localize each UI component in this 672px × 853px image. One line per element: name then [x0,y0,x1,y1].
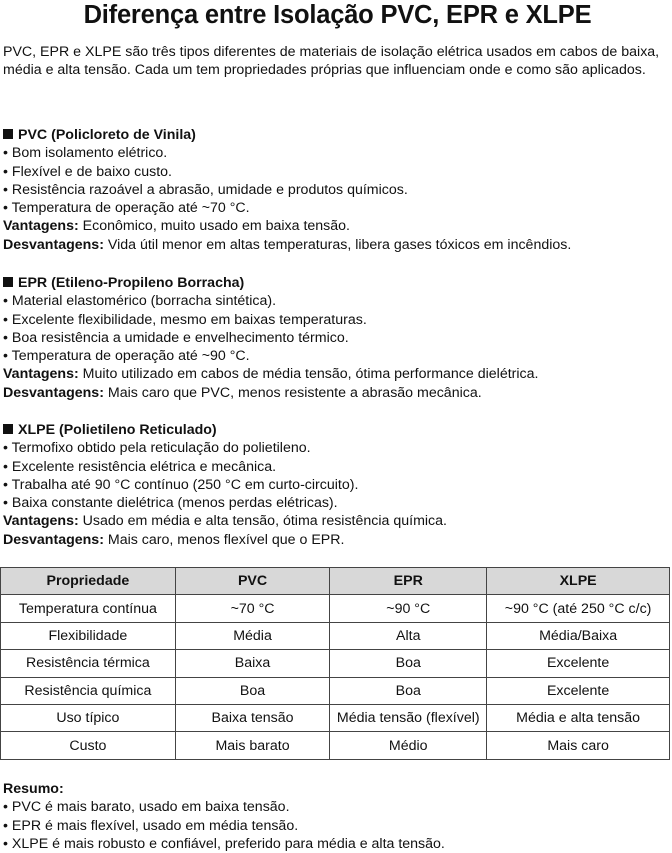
advantages-text: Muito utilizado em cabos de média tensão, ótima performance dielétrica. [78,366,539,383]
advantages-label: Vantagens: [3,366,79,383]
table-cell: Boa [175,677,330,704]
table-cell: ~90 °C (até 250 °C c/c) [487,595,670,622]
summary-item: • EPR é mais flexível, usado em média tensão. [3,817,299,834]
table-cell: Média tensão (flexível) [330,704,487,731]
advantages-line [3,365,667,383]
summary-label: Resumo: [3,781,64,797]
bullet-item: • Excelente resistência elétrica e mecânica. [3,458,277,475]
table-cell: Mais caro [487,732,670,759]
disadvantages-text: Mais caro, menos flexível que o EPR. [103,531,345,548]
summary-item: • XLPE é mais robusto e confiável, preferido para média e alta tensão. [3,835,445,852]
table-header-row [1,568,670,595]
table-cell: Médio [330,732,487,759]
table-cell: Baixa tensão [175,704,330,731]
section-title [3,274,667,292]
disadvantages-label: Desvantagens: [3,236,104,253]
table-cell: Boa [330,650,487,677]
table-row [1,650,670,677]
section-title-text: XLPE (Polietileno Reticulado) [18,422,217,438]
disadvantages-label: Desvantagens: [3,531,104,548]
bullet-item: • Baixa constante dielétrica (menos perdas elétricas). [3,495,338,512]
disadvantages-line [3,236,667,254]
advantages-text: Usado em média e alta tensão, ótima resistência química. [78,513,447,530]
table-header-cell: PVC [175,568,330,595]
advantages-label: Vantagens: [3,513,79,530]
black-square-bullet-icon [3,277,13,287]
table-cell: Média e alta tensão [487,704,670,731]
advantages-line [3,217,667,235]
table-cell: Resistência química [1,677,176,704]
table-cell: Resistência térmica [1,650,176,677]
table-row [1,595,670,622]
disadvantages-line [3,531,667,549]
table-cell: Custo [1,732,176,759]
section-title-text: PVC (Policloreto de Vinila) [18,127,196,143]
bullet-item: • Resistência razoável a abrasão, umidade e produtos químicos. [3,181,408,198]
table-cell: Média [175,622,330,649]
black-square-bullet-icon [3,424,13,434]
advantages-line [3,512,667,530]
advantages-text: Econômico, muito usado em baixa tensão. [78,218,350,235]
section-pvc [3,126,667,254]
table-cell: Alta [330,622,487,649]
table-cell: Mais barato [175,732,330,759]
section-title-text: EPR (Etileno-Propileno Borracha) [18,275,245,291]
table-cell: Temperatura contínua [1,595,176,622]
bullet-item: • Temperatura de operação até ~70 °C. [3,200,250,217]
table-header-cell: XLPE [487,568,670,595]
bullet-item: • Termofixo obtido pela reticulação do polietileno. [3,440,311,457]
table-cell: Uso típico [1,704,176,731]
table-row [1,622,670,649]
summary-item: • PVC é mais barato, usado em baixa tensão. [3,799,290,816]
table-cell: Média/Baixa [487,622,670,649]
disadvantages-line [3,384,667,402]
bullet-item: • Bom isolamento elétrico. [3,145,168,162]
table-header-cell: EPR [330,568,487,595]
table-cell: Baixa [175,650,330,677]
disadvantages-text: Vida útil menor em altas temperaturas, libera gases tóxicos em incêndios. [103,236,572,253]
table-cell: ~90 °C [330,595,487,622]
table-row [1,732,670,759]
bullet-item: • Excelente flexibilidade, mesmo em baixas temperaturas. [3,311,367,328]
bullet-item: • Temperatura de operação até ~90 °C. [3,348,250,365]
intro-text: PVC, EPR e XLPE são três tipos diferentes de materiais de isolação elétrica usados em cabos de baixa, média e alta tensão. Cada um tem propriedades próprias que influenciam onde e como são aplicados. [3,44,660,79]
bullet-item: • Boa resistência a umidade e envelhecimento térmico. [3,329,349,346]
table-row [1,677,670,704]
table-row [1,704,670,731]
intro-paragraph [3,43,667,80]
comparison-table [0,567,670,760]
table-cell: Flexibilidade [1,622,176,649]
page-title: Diferença entre Isolação PVC, EPR e XLPE [83,1,592,29]
disadvantages-label: Desvantagens: [3,384,104,401]
disadvantages-text: Mais caro que PVC, menos resistente a abrasão mecânica. [103,384,482,401]
section-xlpe [3,421,667,549]
bullet-item: • Flexível e de baixo custo. [3,163,172,180]
table-cell: Excelente [487,677,670,704]
table-cell: Excelente [487,650,670,677]
black-square-bullet-icon [3,129,13,139]
section-title [3,126,667,144]
table-cell: ~70 °C [175,595,330,622]
summary-section [3,780,667,853]
section-epr [3,274,667,402]
advantages-label: Vantagens: [3,218,79,235]
bullet-item: • Trabalha até 90 °C contínuo (250 °C em curto-circuito). [3,476,359,493]
bullet-item: • Material elastomérico (borracha sintética). [3,293,277,310]
table-header-cell: Propriedade [1,568,176,595]
table-cell: Boa [330,677,487,704]
section-title [3,421,667,439]
